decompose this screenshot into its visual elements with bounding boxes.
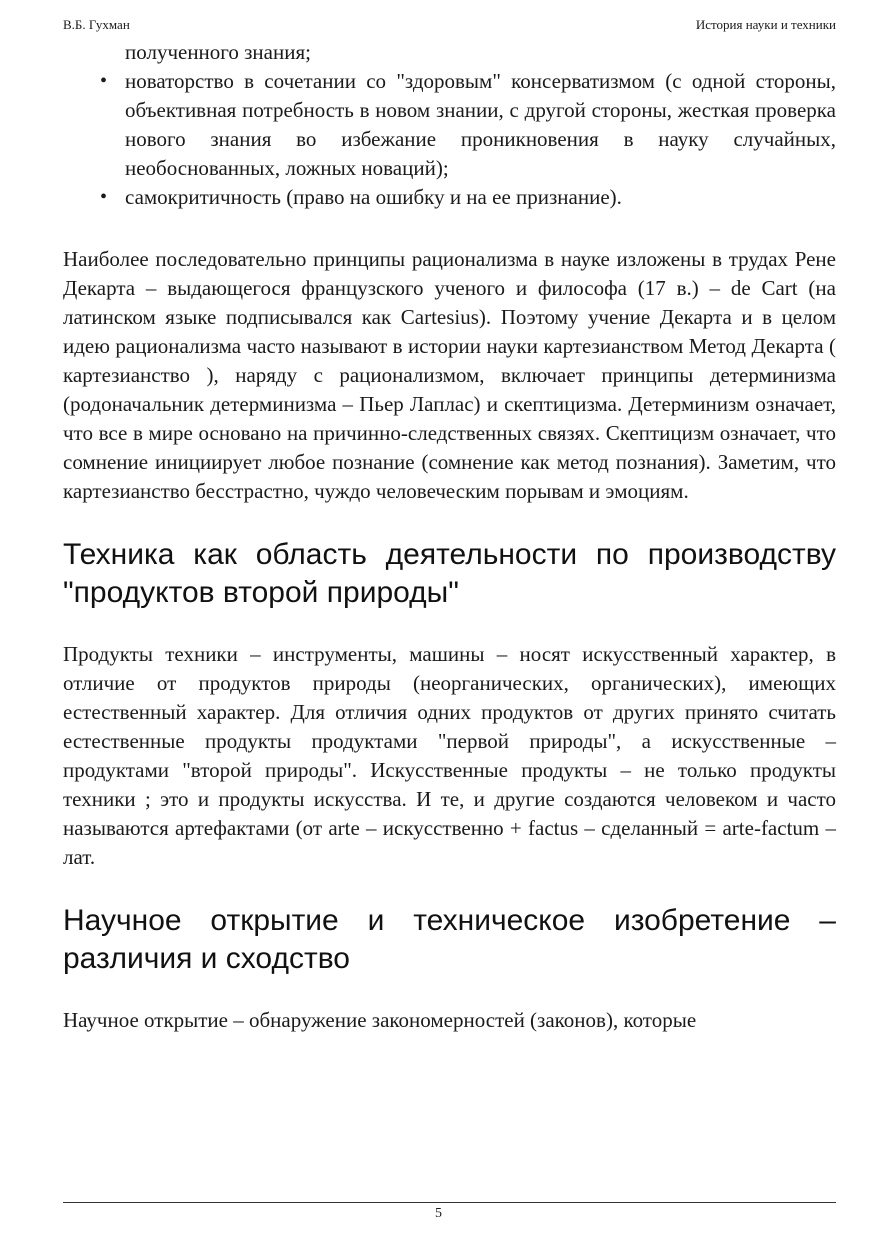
footer-divider bbox=[63, 1202, 836, 1203]
heading-technology: Техника как область деятельности по производству "продуктов второй природы" bbox=[63, 538, 836, 609]
paragraph-technology: Продукты техники – инструменты, машины – носят искусственный характер, в отличие от продуктов природы (неорганических, органических), имеющих естественный характер. Для отличия одних продуктов от других принято считать естественные продукты продуктами "первой природы", а искусственные – продуктами "второй природы". Искусственные продукты – не только продукты техники ; это и продукты искусства. И те, и другие создаются человеком и часто называются артефактами (от arte – искусственно + factus – сделанный = arte-factum – лат. bbox=[63, 642, 836, 869]
bullet-icon: • bbox=[100, 186, 108, 208]
header-title: История науки и техники bbox=[695, 17, 836, 32]
list-item-text: самокритичность (право на ошибку и на ее признание). bbox=[125, 185, 622, 209]
list-item bbox=[63, 67, 836, 183]
header-author: В.Б. Гухман bbox=[63, 17, 130, 32]
heading-discovery: Научное открытие и техническое изобретение – различия и сходство bbox=[63, 904, 836, 975]
page-number: 5 bbox=[435, 1206, 442, 1221]
list-item bbox=[63, 183, 836, 212]
bullet-list bbox=[63, 38, 836, 212]
bullet-icon: • bbox=[100, 70, 108, 92]
paragraph-discovery: Научное открытие – обнаружение закономерностей (законов), которые bbox=[63, 1008, 697, 1032]
running-header bbox=[63, 17, 836, 33]
list-item-text: полученного знания; bbox=[125, 40, 311, 64]
page-content bbox=[63, 38, 836, 1035]
list-item-text: новаторство в сочетании со "здоровым" консерватизмом (с одной стороны, объективная потребность в новом знании, с другой стороны, жесткая проверка нового знания во избежание проникновения в науку случайных, необоснованных, ложных новаций); bbox=[125, 69, 836, 180]
paragraph-rationalism: Наиболее последовательно принципы рационализма в науке изложены в трудах Рене Декарта – выдающегося французского ученого и философа (17 в.) – de Cart (на латинском языке подписывался как Cartesius). Поэтому учение Декарта и в целом идею рационализма часто называют в истории науки картезианством Метод Декарта ( картезианство ), наряду с рационализмом, включает принципы детерминизма (родоначальник детерминизма – Пьер Лаплас) и скептицизма. Детерминизм означает, что все в мире основано на причинно-следственных связях. Скептицизм означает, что сомнение инициирует любое познание (сомнение как метод познания). Заметим, что картезианство бесстрастно, чуждо человеческим порывам и эмоциям. bbox=[63, 247, 836, 503]
list-item-continued bbox=[63, 38, 836, 67]
